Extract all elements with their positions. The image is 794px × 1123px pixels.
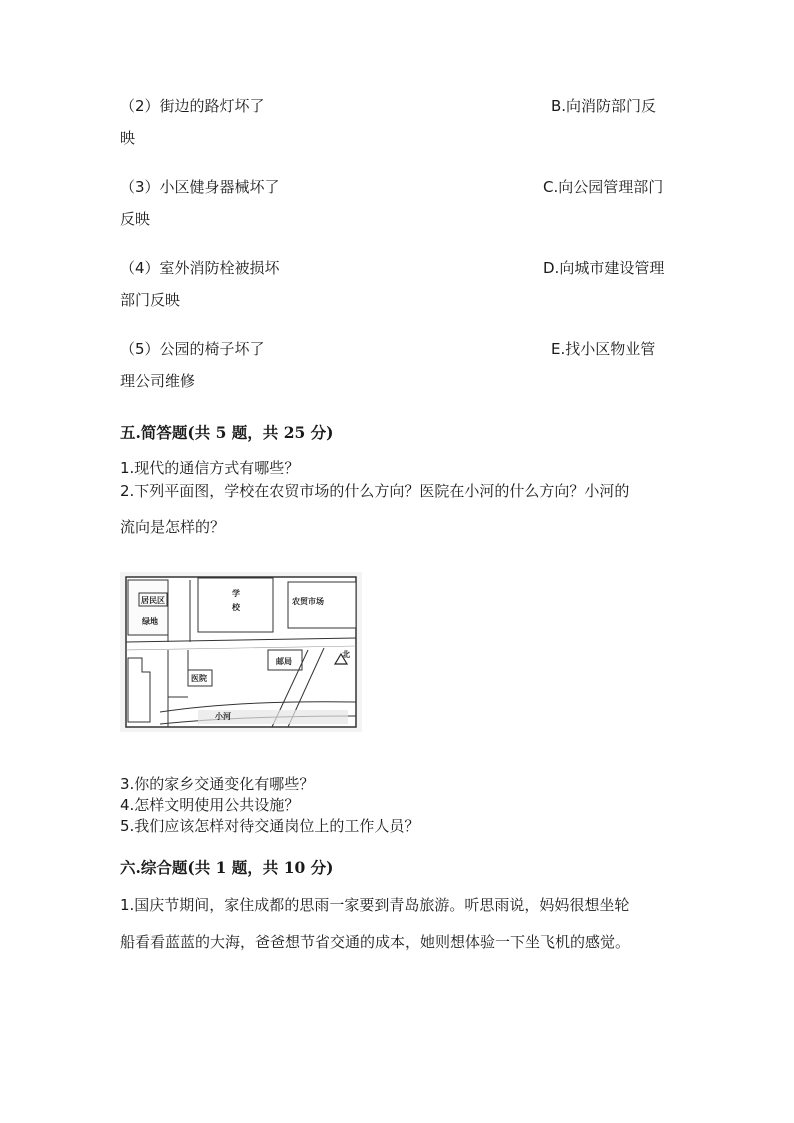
section-6-title: 六.综合题(共 1 题，共 10 分) xyxy=(120,858,334,877)
green-label: 绿地 xyxy=(142,617,158,626)
residential-block xyxy=(128,580,168,635)
question-5-2-line-1: 2.下列平面图，学校在农贸市场的什么方向？医院在小河的什么方向？小河的 xyxy=(120,482,630,500)
question-5-5: 5.我们应该怎样对待交通岗位上的工作人员？ xyxy=(120,817,420,835)
match-item-5-right: E.找小区物业管 xyxy=(551,340,656,358)
river-label: 小河 xyxy=(215,712,231,721)
match-item-5-left: （5）公园的椅子坏了 xyxy=(120,340,265,358)
town-plan-svg xyxy=(120,572,362,732)
question-6-1-line-1: 1.国庆节期间，家住成都的思雨一家要到青岛旅游。听思雨说，妈妈很想坐轮 xyxy=(120,896,630,914)
question-5-2-line-2: 流向是怎样的？ xyxy=(120,518,226,536)
match-item-3-right: C.向公园管理部门 xyxy=(543,178,664,196)
match-item-2-left: （2）街边的路灯坏了 xyxy=(120,97,265,115)
post-office-label: 邮局 xyxy=(276,657,292,666)
match-item-2-continuation: 映 xyxy=(120,129,136,147)
north-label: 北 xyxy=(342,650,350,659)
match-item-3-left: （3）小区健身器械坏了 xyxy=(120,178,280,196)
match-item-2-right: B.向消防部门反 xyxy=(551,97,657,115)
match-item-5-continuation: 理公司维修 xyxy=(120,372,196,390)
match-item-4-left: （4）室外消防栓被损坏 xyxy=(120,259,280,277)
match-item-4-continuation: 部门反映 xyxy=(120,291,181,309)
match-item-3-continuation: 反映 xyxy=(120,210,151,228)
question-5-4: 4.怎样文明使用公共设施？ xyxy=(120,796,300,814)
section-5-title: 五.简答题(共 5 题，共 25 分) xyxy=(120,423,334,442)
hospital-label: 医院 xyxy=(191,674,207,683)
residential-label: 居民区 xyxy=(141,596,165,605)
question-5-1: 1.现代的通信方式有哪些？ xyxy=(120,459,300,477)
town-plan-map xyxy=(120,572,362,732)
question-5-3: 3.你的家乡交通变化有哪些？ xyxy=(120,775,315,793)
school-label-2: 校 xyxy=(232,603,240,612)
question-6-1-line-2: 船看看蓝蓝的大海，爸爸想节省交通的成本，她则想体验一下坐飞机的感觉。 xyxy=(120,933,631,951)
match-item-4-right: D.向城市建设管理 xyxy=(543,259,665,277)
school-label-1: 学 xyxy=(232,589,240,598)
market-label: 农贸市场 xyxy=(292,597,324,606)
